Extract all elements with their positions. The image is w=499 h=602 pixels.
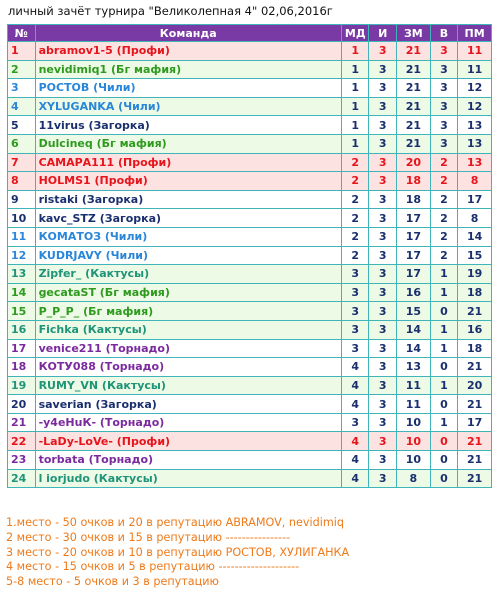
cell-i: 3: [369, 172, 397, 191]
cell-md: 1: [341, 134, 369, 153]
table-row: [8, 172, 492, 191]
cell-md: 4: [341, 451, 369, 470]
cell-md: 2: [341, 246, 369, 265]
prize-note: 1.место - 50 очков и 20 в репутацию ABRAMOV, nevidimiq: [6, 516, 344, 529]
cell-rank: 17: [8, 339, 36, 358]
table-row: [8, 358, 492, 377]
cell-rank: 11: [8, 227, 36, 246]
cell-rank: 16: [8, 320, 36, 339]
cell-team: КОТУ088 (Торнадо): [35, 358, 341, 377]
cell-v: 2: [430, 172, 458, 191]
cell-team: gecataST (Бг мафия): [35, 283, 341, 302]
cell-team: КОМАТОЗ (Чили): [35, 227, 341, 246]
cell-v: 3: [430, 60, 458, 79]
table-row: [8, 395, 492, 414]
cell-v: 1: [430, 320, 458, 339]
cell-rank: 23: [8, 451, 36, 470]
cell-zm: 17: [397, 227, 431, 246]
standings-table: [7, 24, 492, 488]
cell-team: torbata (Торнадо): [35, 451, 341, 470]
cell-rank: 12: [8, 246, 36, 265]
cell-team: Fichka (Кактусы): [35, 320, 341, 339]
table-row: [8, 153, 492, 172]
page-title: личный зачёт турнира "Великолепная 4" 02,06,2016г: [8, 4, 333, 18]
cell-i: 3: [369, 134, 397, 153]
cell-v: 1: [430, 413, 458, 432]
cell-zm: 11: [397, 376, 431, 395]
cell-pm: 17: [458, 190, 492, 209]
cell-i: 3: [369, 227, 397, 246]
cell-i: 3: [369, 265, 397, 284]
cell-zm: 10: [397, 413, 431, 432]
cell-v: 0: [430, 358, 458, 377]
cell-md: 3: [341, 283, 369, 302]
cell-v: 2: [430, 153, 458, 172]
cell-md: 1: [341, 97, 369, 116]
cell-zm: 21: [397, 79, 431, 98]
cell-zm: 21: [397, 42, 431, 61]
table-row: [8, 97, 492, 116]
cell-i: 3: [369, 413, 397, 432]
cell-md: 4: [341, 395, 369, 414]
cell-v: 3: [430, 79, 458, 98]
cell-pm: 21: [458, 395, 492, 414]
cell-zm: 15: [397, 302, 431, 321]
cell-i: 3: [369, 246, 397, 265]
cell-team: RUMY_VN (Кактусы): [35, 376, 341, 395]
cell-i: 3: [369, 469, 397, 488]
cell-v: 3: [430, 116, 458, 135]
cell-team: P_P_P_ (Бг мафия): [35, 302, 341, 321]
table-row: [8, 469, 492, 488]
cell-pm: 12: [458, 79, 492, 98]
cell-zm: 16: [397, 283, 431, 302]
cell-pm: 21: [458, 451, 492, 470]
cell-i: 3: [369, 376, 397, 395]
cell-md: 1: [341, 60, 369, 79]
cell-rank: 10: [8, 209, 36, 228]
cell-md: 3: [341, 413, 369, 432]
table-row: [8, 227, 492, 246]
cell-i: 3: [369, 79, 397, 98]
cell-zm: 11: [397, 395, 431, 414]
cell-team: -LaDy-LoVe- (Профи): [35, 432, 341, 451]
table-row: [8, 209, 492, 228]
cell-team: -у4еНuК- (Торнадо): [35, 413, 341, 432]
cell-zm: 18: [397, 190, 431, 209]
cell-md: 3: [341, 302, 369, 321]
cell-v: 0: [430, 395, 458, 414]
cell-pm: 13: [458, 153, 492, 172]
table-row: [8, 265, 492, 284]
cell-team: saverian (Загорка): [35, 395, 341, 414]
cell-v: 0: [430, 451, 458, 470]
header-row: [8, 25, 492, 42]
header-zm: ЗМ: [397, 25, 431, 42]
cell-pm: 16: [458, 320, 492, 339]
header-md: МД: [341, 25, 369, 42]
cell-zm: 10: [397, 451, 431, 470]
table-row: [8, 376, 492, 395]
cell-zm: 21: [397, 97, 431, 116]
cell-md: 2: [341, 153, 369, 172]
cell-i: 3: [369, 42, 397, 61]
header-i: И: [369, 25, 397, 42]
cell-rank: 13: [8, 265, 36, 284]
cell-pm: 21: [458, 302, 492, 321]
cell-pm: 15: [458, 246, 492, 265]
table-row: [8, 190, 492, 209]
cell-i: 3: [369, 302, 397, 321]
cell-pm: 21: [458, 432, 492, 451]
cell-md: 3: [341, 265, 369, 284]
prize-note: 2 место - 30 очков и 15 в репутацию ----------------: [6, 530, 291, 544]
standings-body: [8, 42, 492, 488]
cell-zm: 14: [397, 339, 431, 358]
cell-rank: 2: [8, 60, 36, 79]
cell-v: 1: [430, 265, 458, 284]
cell-i: 3: [369, 209, 397, 228]
cell-zm: 13: [397, 358, 431, 377]
cell-team: САМАРА111 (Профи): [35, 153, 341, 172]
cell-v: 1: [430, 376, 458, 395]
cell-pm: 13: [458, 134, 492, 153]
cell-md: 3: [341, 339, 369, 358]
cell-md: 1: [341, 116, 369, 135]
cell-pm: 11: [458, 60, 492, 79]
cell-v: 0: [430, 432, 458, 451]
table-row: [8, 283, 492, 302]
table-row: [8, 339, 492, 358]
table-row: [8, 246, 492, 265]
cell-team: ristaki (Загорка): [35, 190, 341, 209]
cell-pm: 14: [458, 227, 492, 246]
table-row: [8, 79, 492, 98]
cell-rank: 8: [8, 172, 36, 191]
cell-md: 1: [341, 42, 369, 61]
cell-team: XYLUGANKA (Чили): [35, 97, 341, 116]
cell-md: 2: [341, 172, 369, 191]
cell-zm: 20: [397, 153, 431, 172]
cell-pm: 8: [458, 209, 492, 228]
cell-i: 3: [369, 60, 397, 79]
cell-i: 3: [369, 432, 397, 451]
cell-v: 1: [430, 339, 458, 358]
cell-md: 4: [341, 432, 369, 451]
cell-rank: 24: [8, 469, 36, 488]
prize-notes: [6, 516, 349, 590]
table-row: [8, 432, 492, 451]
cell-zm: 14: [397, 320, 431, 339]
cell-i: 3: [369, 97, 397, 116]
cell-i: 3: [369, 451, 397, 470]
cell-team: Dulcineq (Бг мафия): [35, 134, 341, 153]
cell-rank: 6: [8, 134, 36, 153]
cell-v: 2: [430, 227, 458, 246]
cell-pm: 21: [458, 358, 492, 377]
cell-v: 3: [430, 42, 458, 61]
cell-team: venice211 (Торнадо): [35, 339, 341, 358]
cell-team: Zipfer_ (Кактусы): [35, 265, 341, 284]
cell-pm: 18: [458, 283, 492, 302]
table-row: [8, 413, 492, 432]
cell-zm: 17: [397, 209, 431, 228]
cell-team: nevidimiq1 (Бг мафия): [35, 60, 341, 79]
cell-rank: 4: [8, 97, 36, 116]
cell-i: 3: [369, 153, 397, 172]
cell-md: 2: [341, 190, 369, 209]
cell-i: 3: [369, 190, 397, 209]
cell-rank: 9: [8, 190, 36, 209]
header-pm: ПМ: [458, 25, 492, 42]
cell-pm: 13: [458, 116, 492, 135]
cell-md: 3: [341, 320, 369, 339]
cell-zm: 8: [397, 469, 431, 488]
cell-zm: 18: [397, 172, 431, 191]
cell-rank: 14: [8, 283, 36, 302]
cell-md: 4: [341, 469, 369, 488]
cell-team: l iorjudo (Кактусы): [35, 469, 341, 488]
cell-rank: 21: [8, 413, 36, 432]
cell-i: 3: [369, 358, 397, 377]
cell-rank: 18: [8, 358, 36, 377]
cell-team: 11virus (Загорка): [35, 116, 341, 135]
cell-rank: 20: [8, 395, 36, 414]
cell-i: 3: [369, 395, 397, 414]
cell-i: 3: [369, 320, 397, 339]
cell-v: 0: [430, 302, 458, 321]
table-row: [8, 320, 492, 339]
cell-i: 3: [369, 283, 397, 302]
cell-rank: 22: [8, 432, 36, 451]
cell-md: 2: [341, 209, 369, 228]
cell-zm: 21: [397, 134, 431, 153]
cell-zm: 10: [397, 432, 431, 451]
prize-note: 4 место - 15 очков и 5 в репутацию --------------------: [6, 560, 300, 574]
cell-pm: 17: [458, 413, 492, 432]
cell-md: 4: [341, 376, 369, 395]
cell-rank: 1: [8, 42, 36, 61]
cell-i: 3: [369, 116, 397, 135]
cell-v: 2: [430, 190, 458, 209]
cell-v: 3: [430, 134, 458, 153]
cell-md: 4: [341, 358, 369, 377]
table-row: [8, 60, 492, 79]
cell-zm: 17: [397, 246, 431, 265]
cell-pm: 18: [458, 339, 492, 358]
cell-zm: 21: [397, 60, 431, 79]
header-v: В: [430, 25, 458, 42]
cell-team: kavc_STZ (Загорка): [35, 209, 341, 228]
table-row: [8, 451, 492, 470]
table-row: [8, 302, 492, 321]
prize-note: 5-8 место - 5 очков и 3 в репутацию: [6, 575, 219, 589]
cell-team: abramov1-5 (Профи): [35, 42, 341, 61]
prize-note: 3 место - 20 очков и 10 в репутацию РОСТОВ, ХУЛИГАНКА: [6, 545, 350, 559]
cell-team: HOLMS1 (Профи): [35, 172, 341, 191]
cell-rank: 19: [8, 376, 36, 395]
cell-v: 2: [430, 209, 458, 228]
cell-rank: 7: [8, 153, 36, 172]
cell-pm: 11: [458, 42, 492, 61]
cell-team: РОСТОВ (Чили): [35, 79, 341, 98]
cell-pm: 8: [458, 172, 492, 191]
cell-v: 2: [430, 246, 458, 265]
table-row: [8, 134, 492, 153]
cell-i: 3: [369, 339, 397, 358]
cell-pm: 19: [458, 265, 492, 284]
cell-zm: 21: [397, 116, 431, 135]
cell-rank: 15: [8, 302, 36, 321]
cell-md: 2: [341, 227, 369, 246]
header-number: №: [8, 25, 36, 42]
cell-v: 3: [430, 97, 458, 116]
cell-pm: 20: [458, 376, 492, 395]
cell-pm: 21: [458, 469, 492, 488]
cell-pm: 12: [458, 97, 492, 116]
cell-zm: 17: [397, 265, 431, 284]
cell-md: 1: [341, 79, 369, 98]
cell-v: 1: [430, 283, 458, 302]
table-row: [8, 42, 492, 61]
cell-team: KUDRJAVY (Чили): [35, 246, 341, 265]
header-team: Команда: [35, 25, 341, 42]
cell-rank: 5: [8, 116, 36, 135]
table-row: [8, 116, 492, 135]
cell-rank: 3: [8, 79, 36, 98]
cell-v: 0: [430, 469, 458, 488]
